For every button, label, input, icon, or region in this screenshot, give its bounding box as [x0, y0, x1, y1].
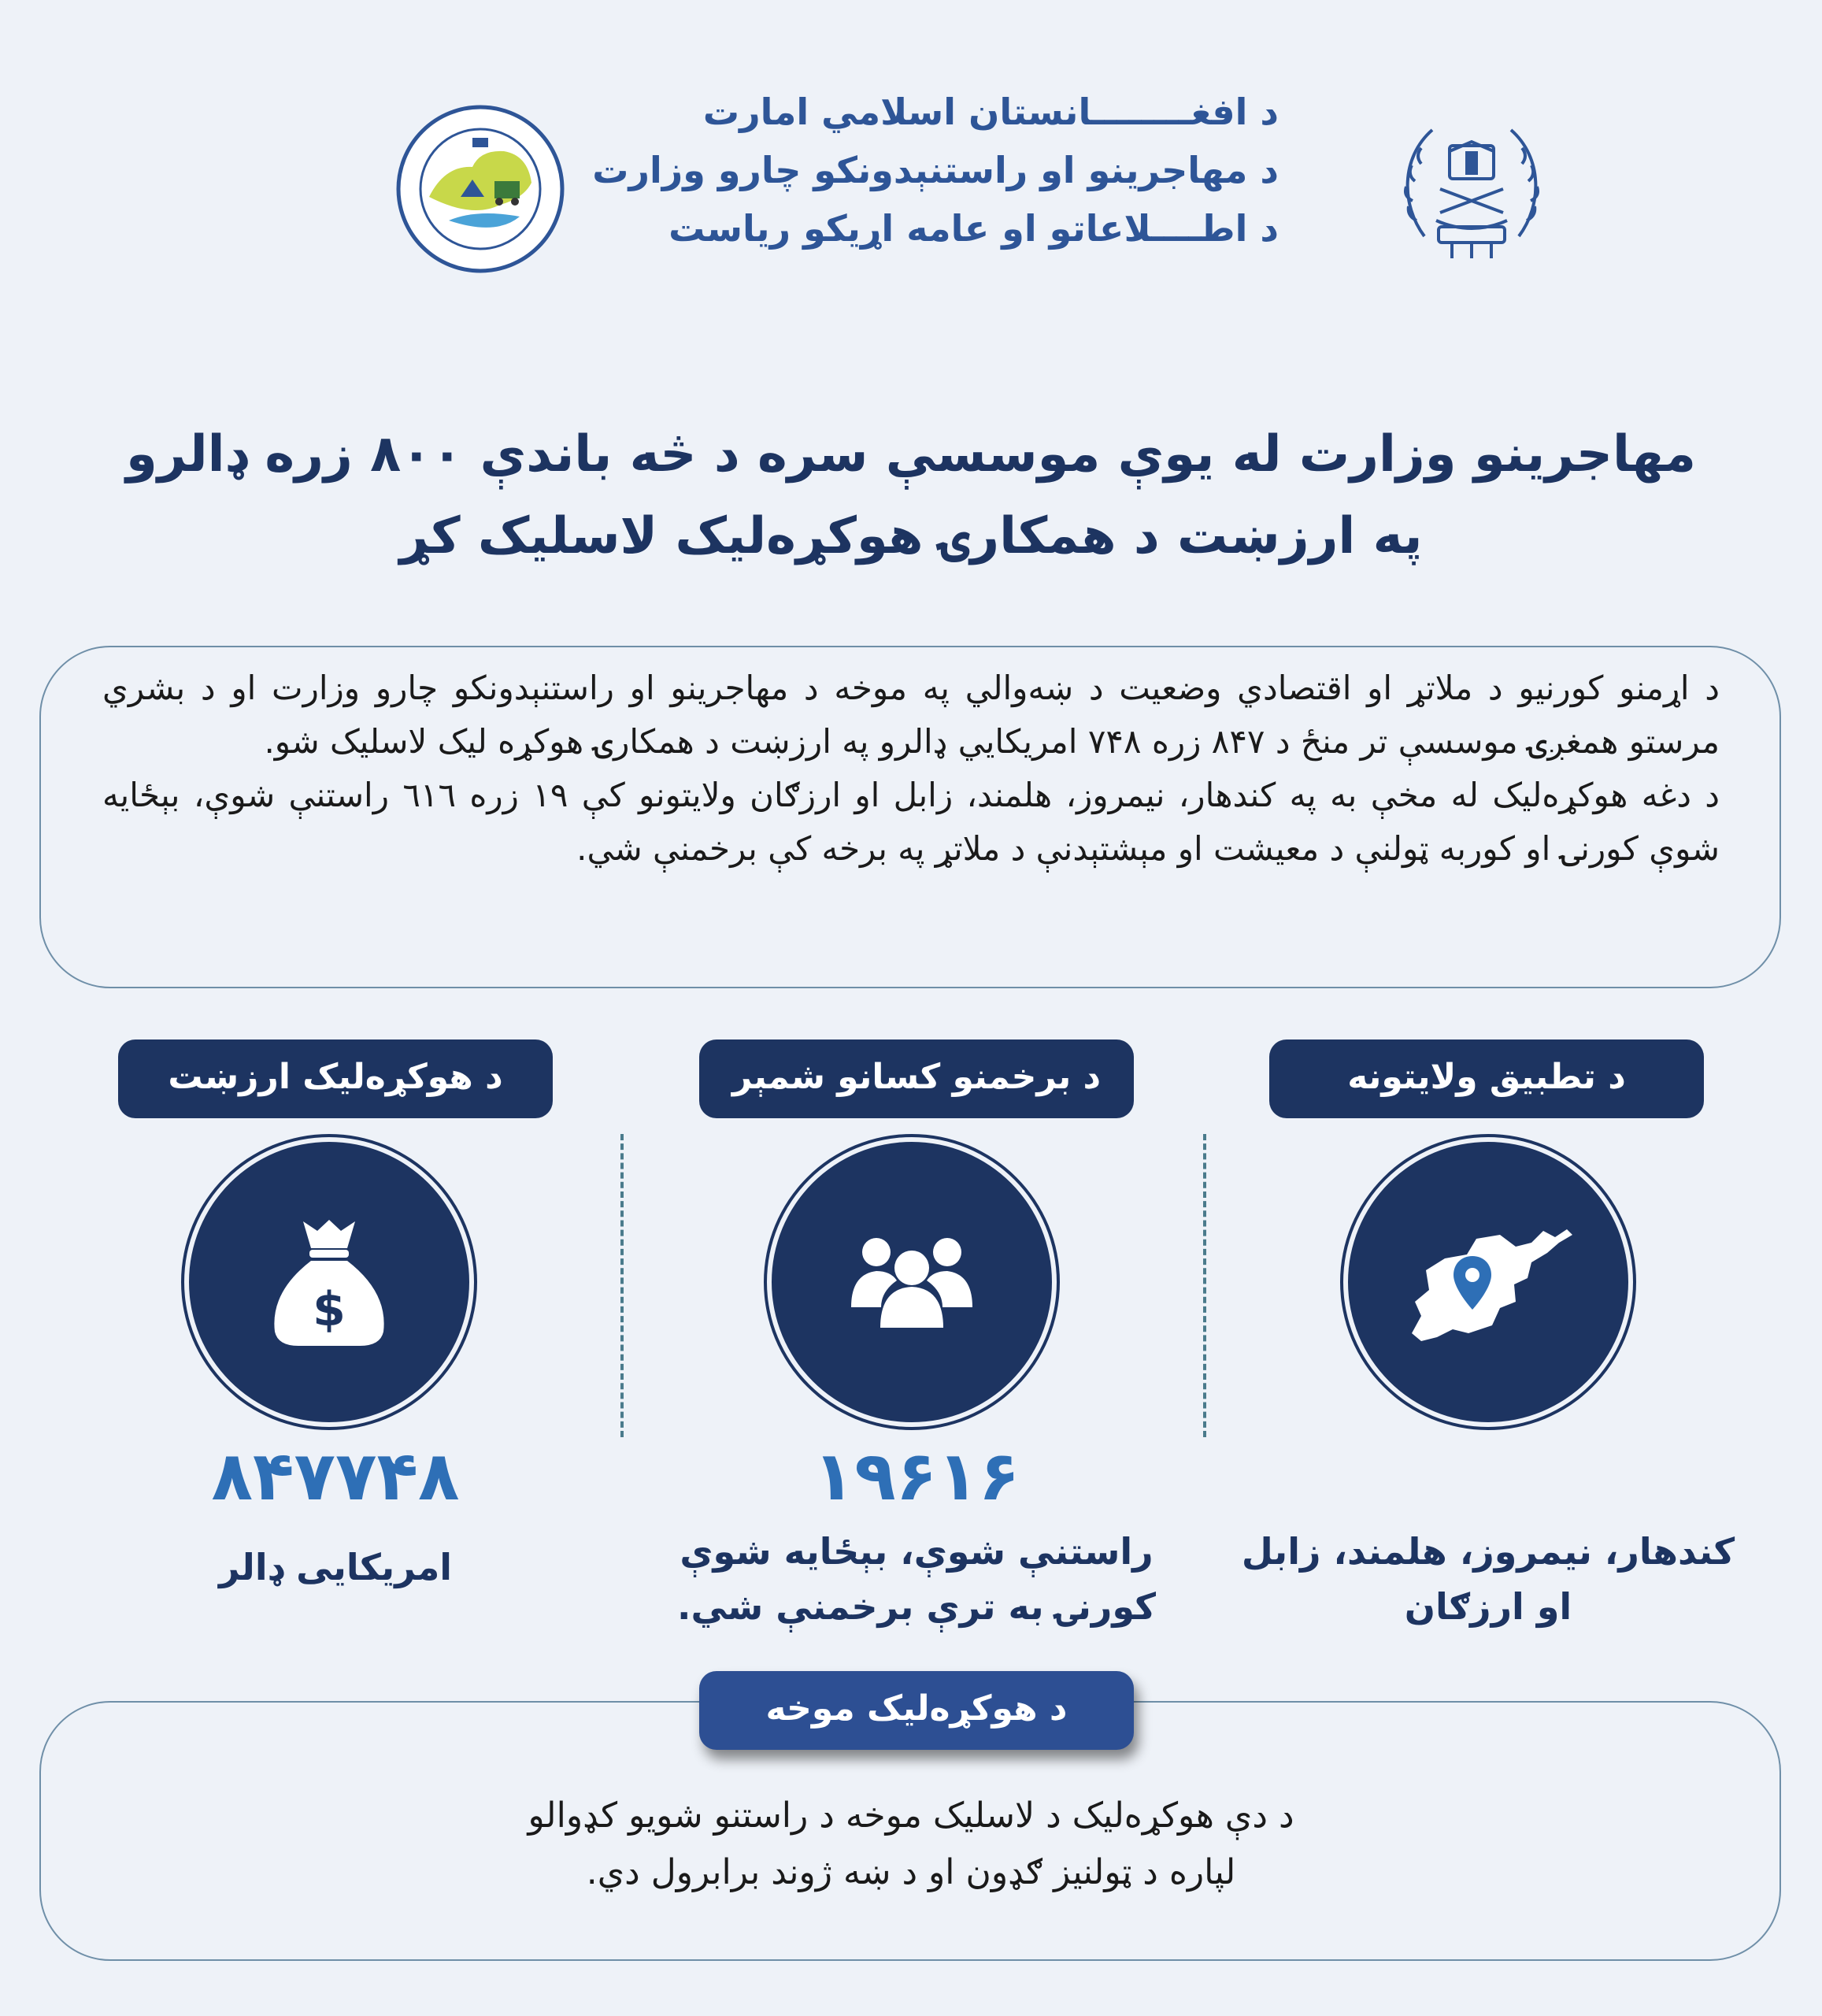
emirate-emblem-logo — [1393, 102, 1550, 268]
ministry-refugees-logo — [394, 102, 567, 276]
people-group-icon — [845, 1235, 979, 1329]
beneficiaries-caption — [630, 1524, 1203, 1634]
intro-paragraph-1: د اړمنو کورنيو د ملاتړ او اقتصادي وضعيت د ښه‌والي په موخه د مهاجرينو او راستنېدونکو چارو وزارت او د بشري مرستو همغږۍ موسسې تر منځ د ۸۴۷ زره ۷۴۸ امريکايي ډالرو په ارزښت د همکارۍ هوکړه ليک لاسليک شو. — [102, 669, 1720, 761]
value-number: ۸۴۷۷۴۸ — [211, 1437, 460, 1516]
header-line-ministry: د مهاجرينو او راستنېدونکو چارو وزارت — [592, 149, 1279, 191]
title-line-1: مهاجرينو وزارت له يوې موسسې سره د څه باندې ۸۰۰ زره ډالرو — [126, 425, 1696, 484]
column-divider-right — [1203, 1134, 1206, 1437]
value-caption: امريکايی ډالر — [218, 1546, 453, 1588]
beneficiaries-caption-line-1: راستنې شوې، بېځايه شوې — [680, 1530, 1154, 1573]
intro-paragraph-2: د دغه هوکړه‌ليک له مخې به په کندهار، نيمروز، هلمند، زابل او ارزګان ولايتونو کې ۱۹ زره ٦١٦ راستنې شوې، بېځايه شوې کورنۍ او کوربه ټولنې د معيشت او مېشتېدنې د ملاتړ په برخه کې برخمنې شي. — [102, 776, 1720, 868]
title-line-2: په ارزښت د همکارۍ هوکړه‌ليک لاسليک کړ — [399, 507, 1423, 565]
page-title — [79, 413, 1743, 577]
purpose-text — [236, 1788, 1586, 1901]
header-text — [570, 83, 1279, 258]
value-circle — [189, 1142, 469, 1422]
purpose-line-2: لپاره د ټولنيز ګډون او د ښه ژوند برابرول دي. — [586, 1852, 1236, 1892]
afghanistan-map-pin-icon — [1398, 1215, 1579, 1349]
beneficiaries-caption-line-2: کورنۍ به ترې برخمنې شي. — [676, 1585, 1157, 1628]
beneficiaries-number: ۱۹۶۱۶ — [813, 1437, 1020, 1516]
money-bag-dollar-icon — [270, 1215, 388, 1349]
column-divider-left — [620, 1134, 624, 1437]
provinces-caption-line-2: او ارزګان — [1404, 1585, 1572, 1628]
purpose-line-1: د دې هوکړه‌ليک د لاسليک موخه د راستنو شويو کډوالو — [528, 1796, 1294, 1836]
beneficiaries-circle — [772, 1142, 1052, 1422]
value-label: د هوکړه‌ليک ارزښت — [118, 1040, 553, 1118]
header-line-directorate: د اطــــلاعاتو او عامه اړيکو رياست — [668, 207, 1279, 250]
provinces-label: د تطبيق ولايتونه — [1269, 1040, 1704, 1118]
purpose-label: د هوکړه‌ليک موخه — [699, 1671, 1134, 1750]
intro-text — [102, 662, 1720, 876]
header-line-emirate: د افغــــــــانستان اسلامي امارت — [702, 91, 1279, 133]
provinces-caption — [1181, 1524, 1795, 1634]
provinces-circle — [1348, 1142, 1628, 1422]
beneficiaries-label: د برخمنو کسانو شمېر — [699, 1040, 1134, 1118]
svg-text:$: $ — [313, 1282, 346, 1337]
provinces-caption-line-1: کندهار، نيمروز، هلمند، زابل — [1241, 1530, 1735, 1573]
